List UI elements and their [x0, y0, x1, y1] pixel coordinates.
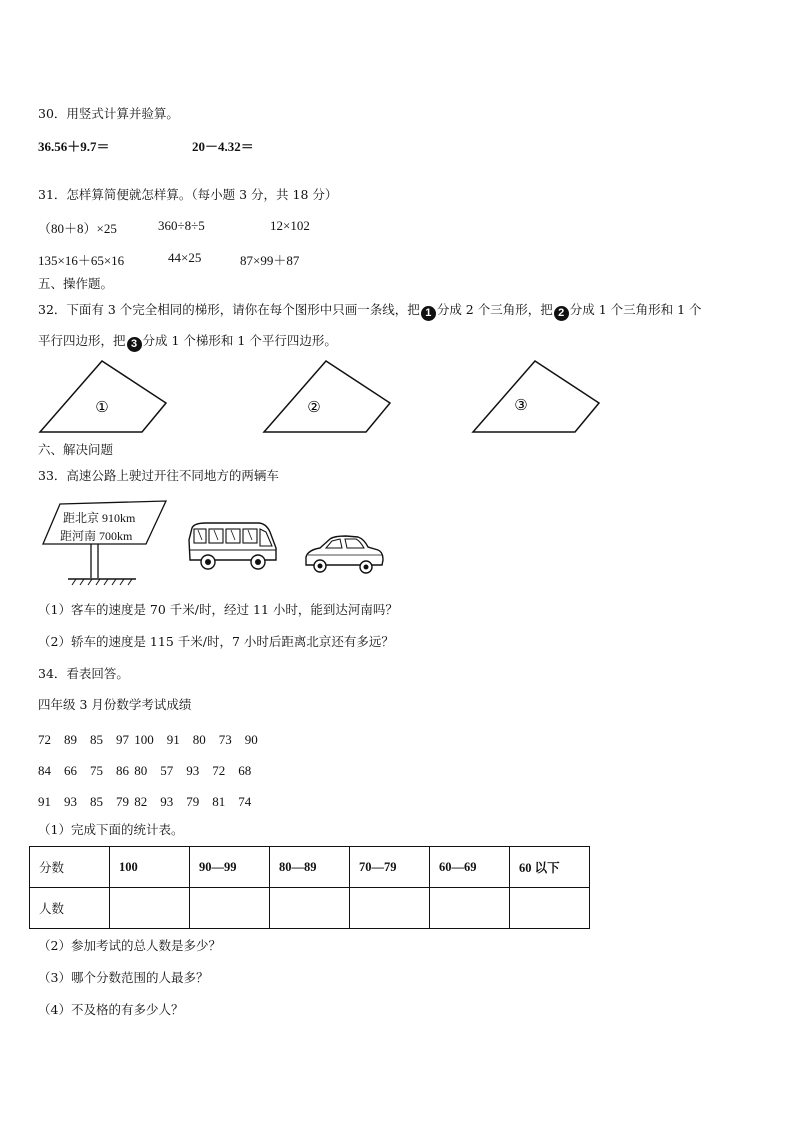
table-header-cell: 70—79: [350, 847, 430, 888]
circled-two-icon: 2: [554, 306, 569, 321]
q33-sub-1: （1）客车的速度是 70 千米/时，经过 11 小时，能到达河南吗？: [38, 602, 398, 617]
table-header-cell: 80—89: [270, 847, 350, 888]
q34-sub-2: （2）参加考试的总人数是多少？: [38, 938, 221, 953]
q34-sub-3: （3）哪个分数范围的人最多？: [38, 970, 209, 985]
table-row-label: 人数: [30, 888, 110, 929]
scores-row-1: 72 89 85 97 100 91 80 73 90: [38, 732, 258, 747]
q32-line-1: [38, 302, 702, 321]
q31-expr-3: 12×102: [270, 218, 310, 233]
table-header-cell: 60 以下: [510, 847, 590, 888]
q34-title: 34．看表回答。: [38, 666, 129, 681]
q31-expr-1: （80＋8）×25: [38, 221, 117, 236]
q32-text-b: 分成 2 个三角形，把: [436, 302, 553, 317]
table-header-cell: 100: [110, 847, 190, 888]
section-six-heading: 六、解决问题: [38, 442, 114, 457]
count-cell[interactable]: [270, 888, 350, 929]
q33-title: 33．高速公路上驶过开往不同地方的两辆车: [38, 468, 279, 483]
table-header-cell: 分数: [30, 847, 110, 888]
q32-text-a: 32．下面有 3 个完全相同的梯形，请你在每个图形中只画一条线，把: [38, 302, 420, 317]
q32-line-2: [38, 333, 337, 352]
count-cell[interactable]: [110, 888, 190, 929]
q32-text-d: 平行四边形，把: [38, 333, 126, 348]
count-cell[interactable]: [510, 888, 590, 929]
count-cell[interactable]: [190, 888, 270, 929]
q30-title: 30．用竖式计算并验算。: [38, 106, 179, 121]
q31-expr-4: 135×16＋65×16: [38, 253, 125, 268]
q32-text-c: 分成 1 个三角形和 1 个: [569, 302, 702, 317]
trapezoid-2-label: ②: [307, 398, 321, 416]
scores-row-3: 91 93 85 79 82 93 79 81 74: [38, 794, 252, 809]
q34-subtitle: 四年级 3 月份数学考试成绩: [38, 697, 192, 712]
sign-beijing-distance: 距北京 910km: [63, 511, 136, 525]
q32-text-e: 分成 1 个梯形和 1 个平行四边形。: [142, 333, 337, 348]
trapezoid-2[interactable]: [262, 360, 392, 440]
q31-expr-6: 87×99＋87: [240, 253, 300, 268]
stats-table: [29, 846, 590, 929]
trapezoid-3[interactable]: [471, 360, 601, 440]
q34-sub-1: （1）完成下面的统计表。: [38, 822, 184, 837]
car-icon: [302, 533, 386, 577]
trapezoid-1[interactable]: [38, 360, 168, 440]
bus-icon: [186, 520, 278, 572]
count-cell[interactable]: [430, 888, 510, 929]
table-count-row: [30, 888, 590, 929]
table-header-cell: 60—69: [430, 847, 510, 888]
q31-expr-2: 360÷8÷5: [158, 218, 205, 233]
q30-expr-1: 36.56＋9.7＝: [38, 139, 110, 154]
q33-sub-2: （2）轿车的速度是 115 千米/时，7 小时后距离北京还有多远？: [38, 634, 394, 649]
q30-expr-2: 20－4.32＝: [192, 139, 254, 154]
table-header-row: [30, 847, 590, 888]
count-cell[interactable]: [350, 888, 430, 929]
table-header-cell: 90—99: [190, 847, 270, 888]
q31-expr-5: 44×25: [168, 250, 202, 265]
q31-title: 31．怎样算简便就怎样算。（每小题 3 分，共 18 分）: [38, 187, 338, 202]
trapezoid-3-label: ③: [514, 396, 528, 414]
trapezoid-1-label: ①: [95, 398, 109, 416]
scores-row-2: 84 66 75 86 80 57 93 72 68: [38, 763, 252, 778]
section-five-heading: 五、操作题。: [38, 276, 114, 291]
sign-henan-distance: 距河南 700km: [60, 529, 133, 543]
circled-one-icon: 1: [421, 306, 436, 321]
circled-three-icon: 3: [127, 337, 142, 352]
q34-sub-4: （4）不及格的有多少人？: [38, 1002, 184, 1017]
